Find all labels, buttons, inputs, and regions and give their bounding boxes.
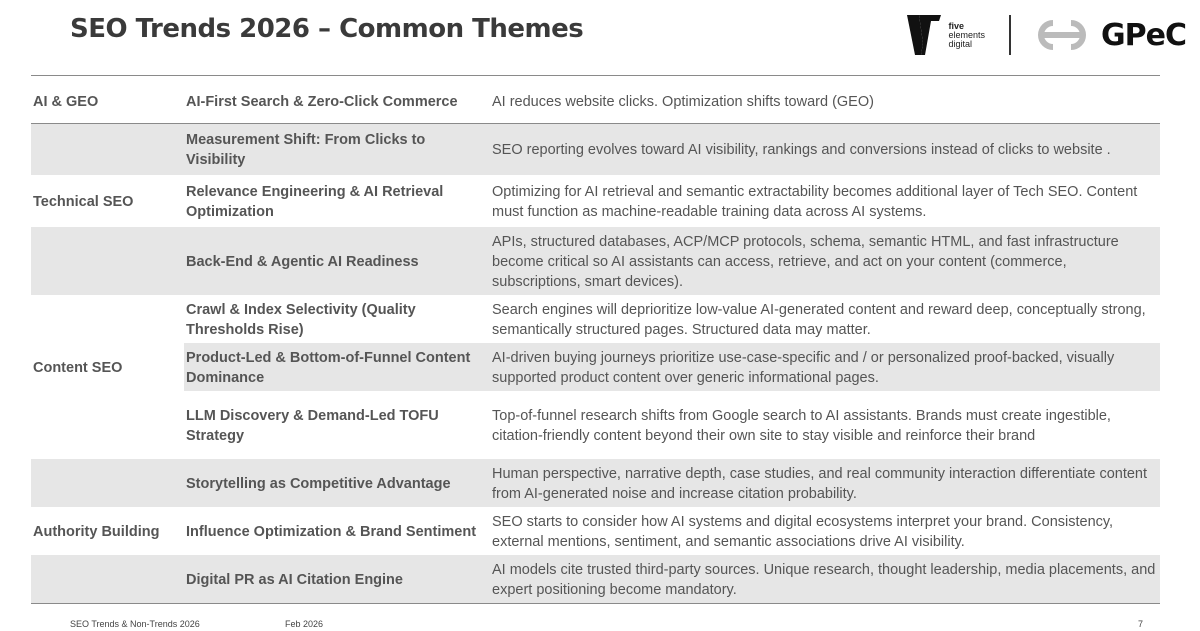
topic-cell: Digital PR as AI Citation Engine	[184, 555, 490, 603]
category-cell	[31, 555, 184, 603]
gpec-wordmark: GPeC	[1101, 17, 1186, 53]
category-cell	[31, 295, 184, 343]
footer-document-title: SEO Trends & Non-Trends 2026	[70, 619, 200, 629]
category-cell: Authority Building	[33, 523, 160, 540]
description-cell: AI models cite trusted third-party sources. Unique research, thought leadership, media placements, and expert positioning become mandatory.	[490, 555, 1160, 603]
table-row	[31, 343, 1160, 391]
table-row	[31, 555, 1160, 603]
footer-date: Feb 2026	[285, 619, 324, 629]
topic-cell: AI-First Search & Zero-Click Commerce	[184, 80, 490, 123]
gpec-mark-icon	[1033, 18, 1091, 52]
table-row	[31, 295, 1160, 343]
category-cell	[31, 123, 184, 175]
description-cell: AI reduces website clicks. Optimization shifts toward (GEO)	[490, 80, 1160, 123]
category-cell: Technical SEO	[33, 193, 134, 210]
topic-cell: Crawl & Index Selectivity (Quality Thresholds Rise)	[186, 301, 416, 338]
bottom-divider	[31, 603, 1160, 604]
logo-divider	[1009, 15, 1011, 55]
logo-group	[905, 10, 1186, 60]
category-cell: Content SEO	[31, 343, 184, 391]
logo-text-five: five	[948, 20, 964, 31]
table-row	[31, 459, 1160, 507]
topic-cell: Influence Optimization & Brand Sentiment	[186, 523, 477, 540]
topic-cell: Back-End & Agentic AI Readiness	[184, 227, 490, 295]
page-title: SEO Trends 2026 – Common Themes	[70, 14, 584, 44]
topic-cell: Storytelling as Competitive Advantage	[184, 459, 490, 507]
description-cell: APIs, structured databases, ACP/MCP protocols, schema, semantic HTML, and fast infrastructure become critical so AI assistants can access, retrieve, and act on your content (commerce, subscriptions, smart devices).	[490, 227, 1160, 295]
category-cell	[31, 459, 184, 507]
table-row	[31, 175, 1160, 227]
description-cell: Human perspective, narrative depth, case studies, and real community interaction differentiate content from AI-generated noise and increase citation probability.	[490, 459, 1160, 507]
topic-cell: Measurement Shift: From Clicks to Visibility	[184, 123, 490, 175]
themes-table	[31, 80, 1160, 603]
description-cell: Search engines will deprioritize low-value AI-generated content and reward deep, conceptually strong, semantically structured pages. Structured data may matter.	[492, 301, 1146, 338]
description-cell: Top-of-funnel research shifts from Google search to AI assistants. Brands must create ingestible, citation-friendly content beyond their own site to stay visible and reinforce their brand	[492, 407, 1111, 444]
category-cell	[31, 391, 184, 459]
description-cell: AI-driven buying journeys prioritize use-case-specific and / or personalized proof-backed, visually supported product content over generic informational pages.	[490, 343, 1160, 391]
category-cell: AI & GEO	[31, 80, 184, 123]
five-elements-wordmark	[948, 22, 985, 49]
five-elements-mark-icon	[905, 13, 945, 57]
description-cell: SEO starts to consider how AI systems and digital ecosystems interpret your brand. Consistency, external mentions, sentiment, and semantic associations drive AI visibility.	[492, 513, 1114, 550]
gpec-logo	[1033, 18, 1186, 53]
logo-text-digital: digital	[948, 38, 972, 49]
table-row	[31, 227, 1160, 295]
description-cell: SEO reporting evolves toward AI visibility, rankings and conversions instead of clicks to website .	[490, 123, 1160, 175]
table-row	[31, 80, 1160, 123]
topic-cell: Product-Led & Bottom-of-Funnel Content Dominance	[184, 343, 490, 391]
table-row	[31, 391, 1160, 459]
table-row	[31, 123, 1160, 175]
table-row	[31, 507, 1160, 555]
description-cell: Optimizing for AI retrieval and semantic extractability becomes additional layer of Tech SEO. Content must function as machine-readable training data across AI systems.	[492, 183, 1138, 220]
five-elements-logo	[905, 13, 985, 57]
category-cell	[31, 227, 184, 295]
topic-cell: LLM Discovery & Demand-Led TOFU Strategy	[186, 407, 439, 444]
topic-cell: Relevance Engineering & AI Retrieval Optimization	[186, 183, 444, 220]
logo-text-elements: elements	[948, 29, 986, 40]
top-divider	[31, 75, 1160, 76]
footer-page-number: 7	[1138, 619, 1144, 629]
